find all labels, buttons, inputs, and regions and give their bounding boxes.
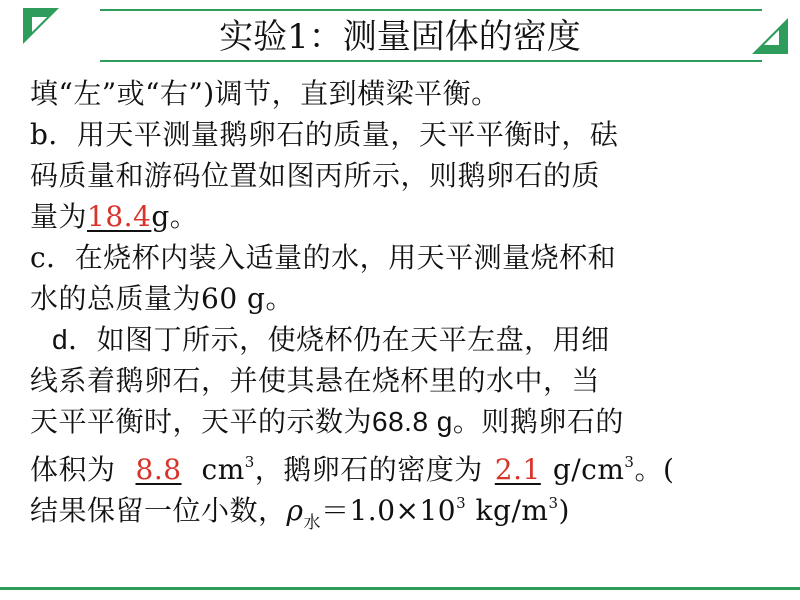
superscript: 3 [244,453,255,471]
superscript: 3 [456,494,467,512]
text-line: b．用天平测量鹅卵石的质量，天平平衡时，砝 [30,118,619,151]
text-segment: ) [558,494,570,527]
text-segment: 结果保留一位小数， [30,494,287,527]
text-segment: 。则鹅卵石的 [452,405,624,438]
text-segment: g。 [151,200,199,233]
answer-mass: 18.4 [87,200,152,233]
text-line [30,319,770,360]
text-line: 填“左”或“右”)调节，直到横梁平衡。 [30,77,500,110]
answer-volume: 8.8 [135,453,182,486]
text-segment: ，鹅卵石的密度为 [254,453,483,486]
text-segment: g/cm [552,453,625,486]
text-segment: 。( [634,453,675,486]
footer-rule [0,587,800,590]
text-line: 码质量和游码位置如图丙所示，则鹅卵石的质 [30,159,601,192]
text-segment: ＝1.0×10 [320,494,457,527]
subscript: 水 [303,513,321,533]
text-segment: cm [201,453,245,486]
superscript: 3 [624,453,635,471]
scale-reading: 68.8 g [372,406,453,437]
text-segment: 体积为 [30,453,116,486]
page-title: 实验1：测量固体的密度 [219,17,581,57]
answer-density: 2.1 [494,453,541,486]
text-line [30,196,770,237]
text-segment: kg/m [466,494,549,527]
text-line [30,483,770,533]
text-segment: 量为 [30,200,88,233]
text-line [30,401,770,442]
rho-symbol: ρ [286,494,304,527]
title-bottom-rule [100,60,762,62]
text-segment: d．如图丁所示，使烧杯仍在天平左盘，用细 [52,324,610,355]
text-line [30,442,770,486]
text-segment: 天平平衡时，天平的示数为 [30,405,373,438]
superscript: 3 [548,494,559,512]
text-line: 线系着鹅卵石，并使其悬在烧杯里的水中，当 [30,364,601,397]
text-line: 水的总质量为60 g。 [30,282,294,315]
text-line: c．在烧杯内装入适量的水，用天平测量烧杯和 [30,241,617,274]
title-top-rule [100,9,762,11]
content-body [30,73,770,533]
